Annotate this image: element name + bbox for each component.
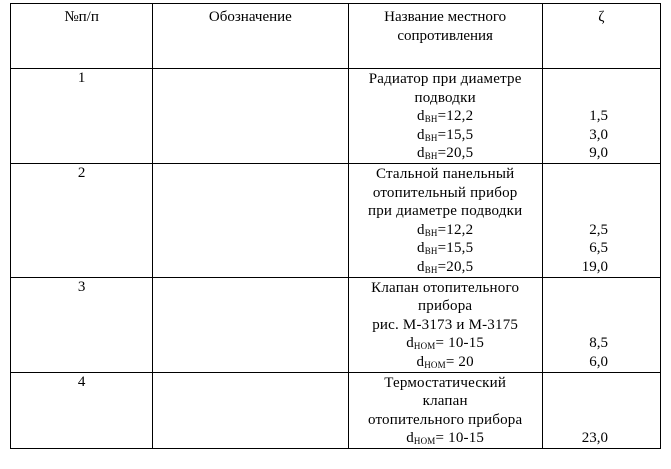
zeta-value: 23,0 bbox=[581, 430, 608, 447]
diameter-symbol: d bbox=[417, 145, 425, 162]
diameter-number: = 10-15 bbox=[435, 335, 485, 352]
diameter-subscript: ВН bbox=[424, 264, 438, 275]
designation-cell bbox=[153, 163, 348, 277]
designation-cell bbox=[153, 69, 348, 164]
diameter-number: = 20 bbox=[445, 353, 474, 370]
resistance-name-cell bbox=[348, 372, 542, 448]
resistance-name-line: отопительного прибора bbox=[367, 411, 523, 428]
zeta-cell bbox=[542, 69, 660, 164]
table-row bbox=[11, 277, 661, 372]
zeta-cell bbox=[542, 277, 660, 372]
diameter-subscript: НОМ bbox=[413, 341, 436, 352]
resistance-name-line: прибора bbox=[418, 298, 473, 315]
resistance-name-line: Термостатический bbox=[384, 374, 507, 391]
diameter-symbol: d bbox=[406, 335, 414, 352]
diameter-number: =20,5 bbox=[437, 258, 474, 275]
diameter-value bbox=[349, 144, 542, 163]
zeta-cell bbox=[542, 163, 660, 277]
diameter-subscript: НОМ bbox=[413, 436, 436, 447]
diameter-symbol: d bbox=[416, 353, 425, 370]
zeta-value: 6,0 bbox=[589, 353, 608, 370]
diameter-value bbox=[349, 239, 542, 258]
diameter-value bbox=[349, 353, 542, 372]
diameter-symbol: d bbox=[406, 430, 414, 447]
resistance-name-line: клапан bbox=[422, 393, 468, 410]
resistance-table bbox=[10, 3, 661, 449]
zeta-cell bbox=[542, 372, 660, 448]
row-number: 1 bbox=[11, 69, 153, 164]
header-row bbox=[11, 4, 661, 69]
header-resistance-name-line1: Название местного bbox=[384, 9, 507, 25]
resistance-name-line: отопительный прибор bbox=[372, 184, 518, 201]
diameter-subscript: ВН bbox=[424, 114, 438, 125]
diameter-value bbox=[349, 107, 542, 126]
diameter-value bbox=[349, 429, 542, 448]
diameter-symbol: d bbox=[417, 258, 425, 275]
diameter-subscript: НОМ bbox=[424, 359, 446, 370]
header-resistance-name bbox=[348, 4, 542, 69]
diameter-symbol: d bbox=[417, 221, 425, 238]
diameter-symbol: d bbox=[417, 126, 425, 143]
diameter-number: =15,5 bbox=[437, 126, 474, 143]
diameter-number: =12,2 bbox=[437, 108, 474, 125]
zeta-value: 2,5 bbox=[589, 221, 608, 238]
zeta-value: 8,5 bbox=[589, 335, 608, 352]
diameter-subscript: ВН bbox=[424, 132, 438, 143]
table-row bbox=[11, 69, 661, 164]
diameter-number: =12,2 bbox=[437, 221, 474, 238]
diameter-value bbox=[349, 258, 542, 277]
diameter-number: =20,5 bbox=[437, 145, 474, 162]
zeta-value: 1,5 bbox=[589, 108, 608, 125]
resistance-name-cell bbox=[348, 163, 542, 277]
diameter-subscript: ВН bbox=[424, 151, 438, 162]
diameter-symbol: d bbox=[417, 108, 425, 125]
header-resistance-name-line2: сопротивления bbox=[397, 27, 493, 44]
diameter-symbol: d bbox=[417, 240, 425, 257]
header-zeta: ζ bbox=[542, 4, 660, 69]
resistance-name-line: Стальной панельный bbox=[375, 165, 515, 182]
resistance-name-line: Клапан отопительного bbox=[371, 279, 520, 296]
designation-cell bbox=[153, 277, 348, 372]
resistance-name-line: Радиатор при диаметре bbox=[368, 71, 522, 87]
resistance-name-line: рис. М-3173 и М-3175 bbox=[372, 316, 519, 333]
row-number: 2 bbox=[11, 163, 153, 277]
resistance-name-cell bbox=[348, 69, 542, 164]
zeta-value: 9,0 bbox=[589, 145, 608, 162]
resistance-name-line: при диаметре подводки bbox=[367, 203, 523, 220]
diameter-subscript: ВН bbox=[424, 246, 438, 257]
diameter-subscript: ВН bbox=[424, 227, 438, 238]
designation-cell bbox=[153, 372, 348, 448]
resistance-name-cell bbox=[348, 277, 542, 372]
table-row bbox=[11, 163, 661, 277]
zeta-value: 19,0 bbox=[581, 258, 608, 275]
diameter-value bbox=[349, 334, 542, 353]
row-number: 3 bbox=[11, 277, 153, 372]
diameter-number: =15,5 bbox=[437, 240, 474, 257]
resistance-name-line: подводки bbox=[414, 89, 476, 106]
diameter-value bbox=[349, 126, 542, 145]
diameter-number: = 10-15 bbox=[435, 430, 485, 447]
table-body bbox=[11, 69, 661, 449]
table-row bbox=[11, 372, 661, 448]
row-number: 4 bbox=[11, 372, 153, 448]
zeta-value: 3,0 bbox=[589, 126, 608, 143]
diameter-value bbox=[349, 221, 542, 240]
zeta-value: 6,5 bbox=[589, 240, 608, 257]
header-designation: Обозначение bbox=[153, 4, 348, 69]
header-number: №п/п bbox=[11, 4, 153, 69]
